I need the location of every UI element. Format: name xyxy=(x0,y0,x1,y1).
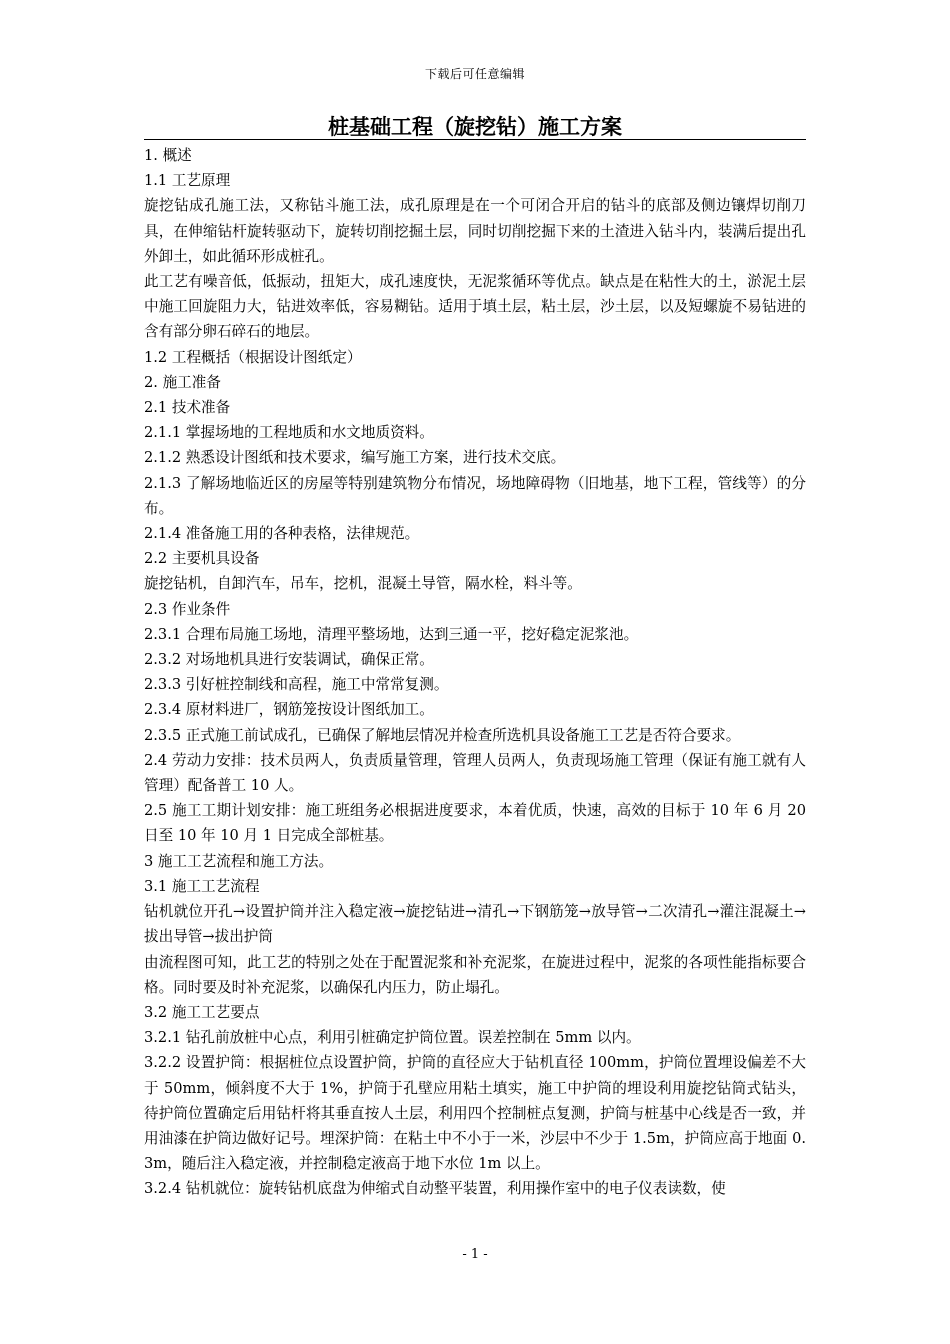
body-paragraph: 2.3.1 合理布局施工场地，清理平整场地，达到三通一平，挖好稳定泥浆池。 xyxy=(144,625,639,643)
body-paragraph: 3 施工工艺流程和施工方法。 xyxy=(144,852,334,870)
body-paragraph: 2.1.4 准备施工用的各种表格，法律规范。 xyxy=(144,525,420,543)
body-paragraph: 2.3.4 原材料进厂，钢筋笼按设计图纸加工。 xyxy=(144,701,434,719)
body-paragraph: 3.1 施工工艺流程 xyxy=(144,877,260,895)
body-paragraph: 2.4 劳动力安排：技术员两人，负责质量管理，管理人员两人，负责现场施工管理（保证有施工就有人管理）配备普工 10 人。 xyxy=(144,751,806,795)
body-paragraph: 钻机就位开孔→设置护筒并注入稳定液→旋挖钻进→清孔→下钢筋笼→放导管→二次清孔→灌注混凝土→拔出导管→拔出护筒 xyxy=(144,903,806,946)
body-paragraph: 2.1.1 掌握场地的工程地质和水文地质资料。 xyxy=(144,424,434,442)
body-paragraph: 此工艺有噪音低，低振动，扭矩大，成孔速度快，无泥浆循环等优点。缺点是在粘性大的土，淤泥土层中施工回旋阻力大，钻进效率低，容易糊钻。适用于填土层，粘土层，沙土层，以及短螺旋不易钻进的含有部分卵石碎石的地层。 xyxy=(144,273,806,341)
document-title: 桩基础工程（旋挖钻）施工方案 xyxy=(328,115,622,139)
body-paragraph: 2. 施工准备 xyxy=(144,373,221,391)
body-paragraph: 2.3.2 对场地机具进行安装调试，确保正常。 xyxy=(144,651,434,669)
body-paragraph: 3.2.1 钻孔前放桩中心点，利用引桩确定护筒位置。误差控制在 5mm 以内。 xyxy=(144,1029,641,1047)
body-paragraph: 1.2 工程概括（根据设计图纸定） xyxy=(144,348,362,366)
body-paragraph: 2.3.3 引好桩控制线和高程，施工中常常复测。 xyxy=(144,676,449,694)
page-header-note: 下载后可任意编辑 xyxy=(424,67,525,81)
body-paragraph: 旋挖钻机，自卸汽车，吊车，挖机，混凝土导管，隔水栓，料斗等。 xyxy=(144,575,582,593)
body-paragraph: 2.1 技术准备 xyxy=(144,399,231,417)
body-paragraph: 旋挖钻成孔施工法，又称钻斗施工法，成孔原理是在一个可闭合开启的钻斗的底部及侧边镶焊切削刀具，在伸缩钻杆旋转驱动下，旋转切削挖掘土层，同时切削挖掘下来的土渣进入钻斗内，装满后提出孔外卸土，如此循环形成桩孔。 xyxy=(144,197,806,265)
body-paragraph: 2.2 主要机具设备 xyxy=(144,550,260,568)
body-paragraph: 2.5 施工工期计划安排：施工班组务必根据进度要求，本着优质，快速，高效的目标于 10 年 6 月 20 日至 10 年 10 月 1 日完成全部桩基。 xyxy=(144,802,806,845)
body-paragraph: 2.3 作业条件 xyxy=(144,600,231,618)
body-paragraph: 2.1.2 熟悉设计图纸和技术要求，编写施工方案，进行技术交底。 xyxy=(144,449,566,467)
body-paragraph: 1. 概述 xyxy=(144,147,192,164)
body-paragraph: 1.1 工艺原理 xyxy=(144,172,231,190)
title-underline xyxy=(144,139,806,140)
body-paragraph: 2.1.3 了解场地临近区的房屋等特别建筑物分布情况，场地障碍物（旧地基，地下工程，管线等）的分布。 xyxy=(144,474,806,517)
body-paragraph: 3.2 施工工艺要点 xyxy=(144,1003,260,1021)
document-body xyxy=(144,143,806,1202)
body-paragraph: 2.3.5 正式施工前试成孔，已确保了解地层情况并检查所选机具设备施工工艺是否符合要求。 xyxy=(144,726,741,744)
body-paragraph: 3.2.2 设置护筒：根据桩位点设置护筒，护筒的直径应大于钻机直径 100mm，护筒位置埋设偏差不大于 50mm，倾斜度不大于 1%，护筒于孔壁应用粘土填实，施工中护筒的埋设利用旋挖钻筒式钻头，待护筒位置确定后用钻杆将其垂直按人土层，利用四个控制桩点复测，护筒与桩基中心线是否一致，并用油漆在护筒边做好记号。埋深护筒：在粘土中不小于一米，沙层中不少于 1.5m，护筒应高于地面 0.3m，随后注入稳定液，并控制稳定液高于地下水位 1m 以上。 xyxy=(144,1054,806,1173)
body-paragraph: 由流程图可知，此工艺的特别之处在于配置泥浆和补充泥浆，在旋进过程中，泥浆的各项性能指标要合格。同时要及时补充泥浆，以确保孔内压力，防止塌孔。 xyxy=(144,953,806,996)
body-paragraph: 3.2.4 钻机就位：旋转钻机底盘为伸缩式自动整平装置，利用操作室中的电子仪表读数，使 xyxy=(144,1180,726,1198)
page-number: - 1 - xyxy=(462,1247,488,1262)
